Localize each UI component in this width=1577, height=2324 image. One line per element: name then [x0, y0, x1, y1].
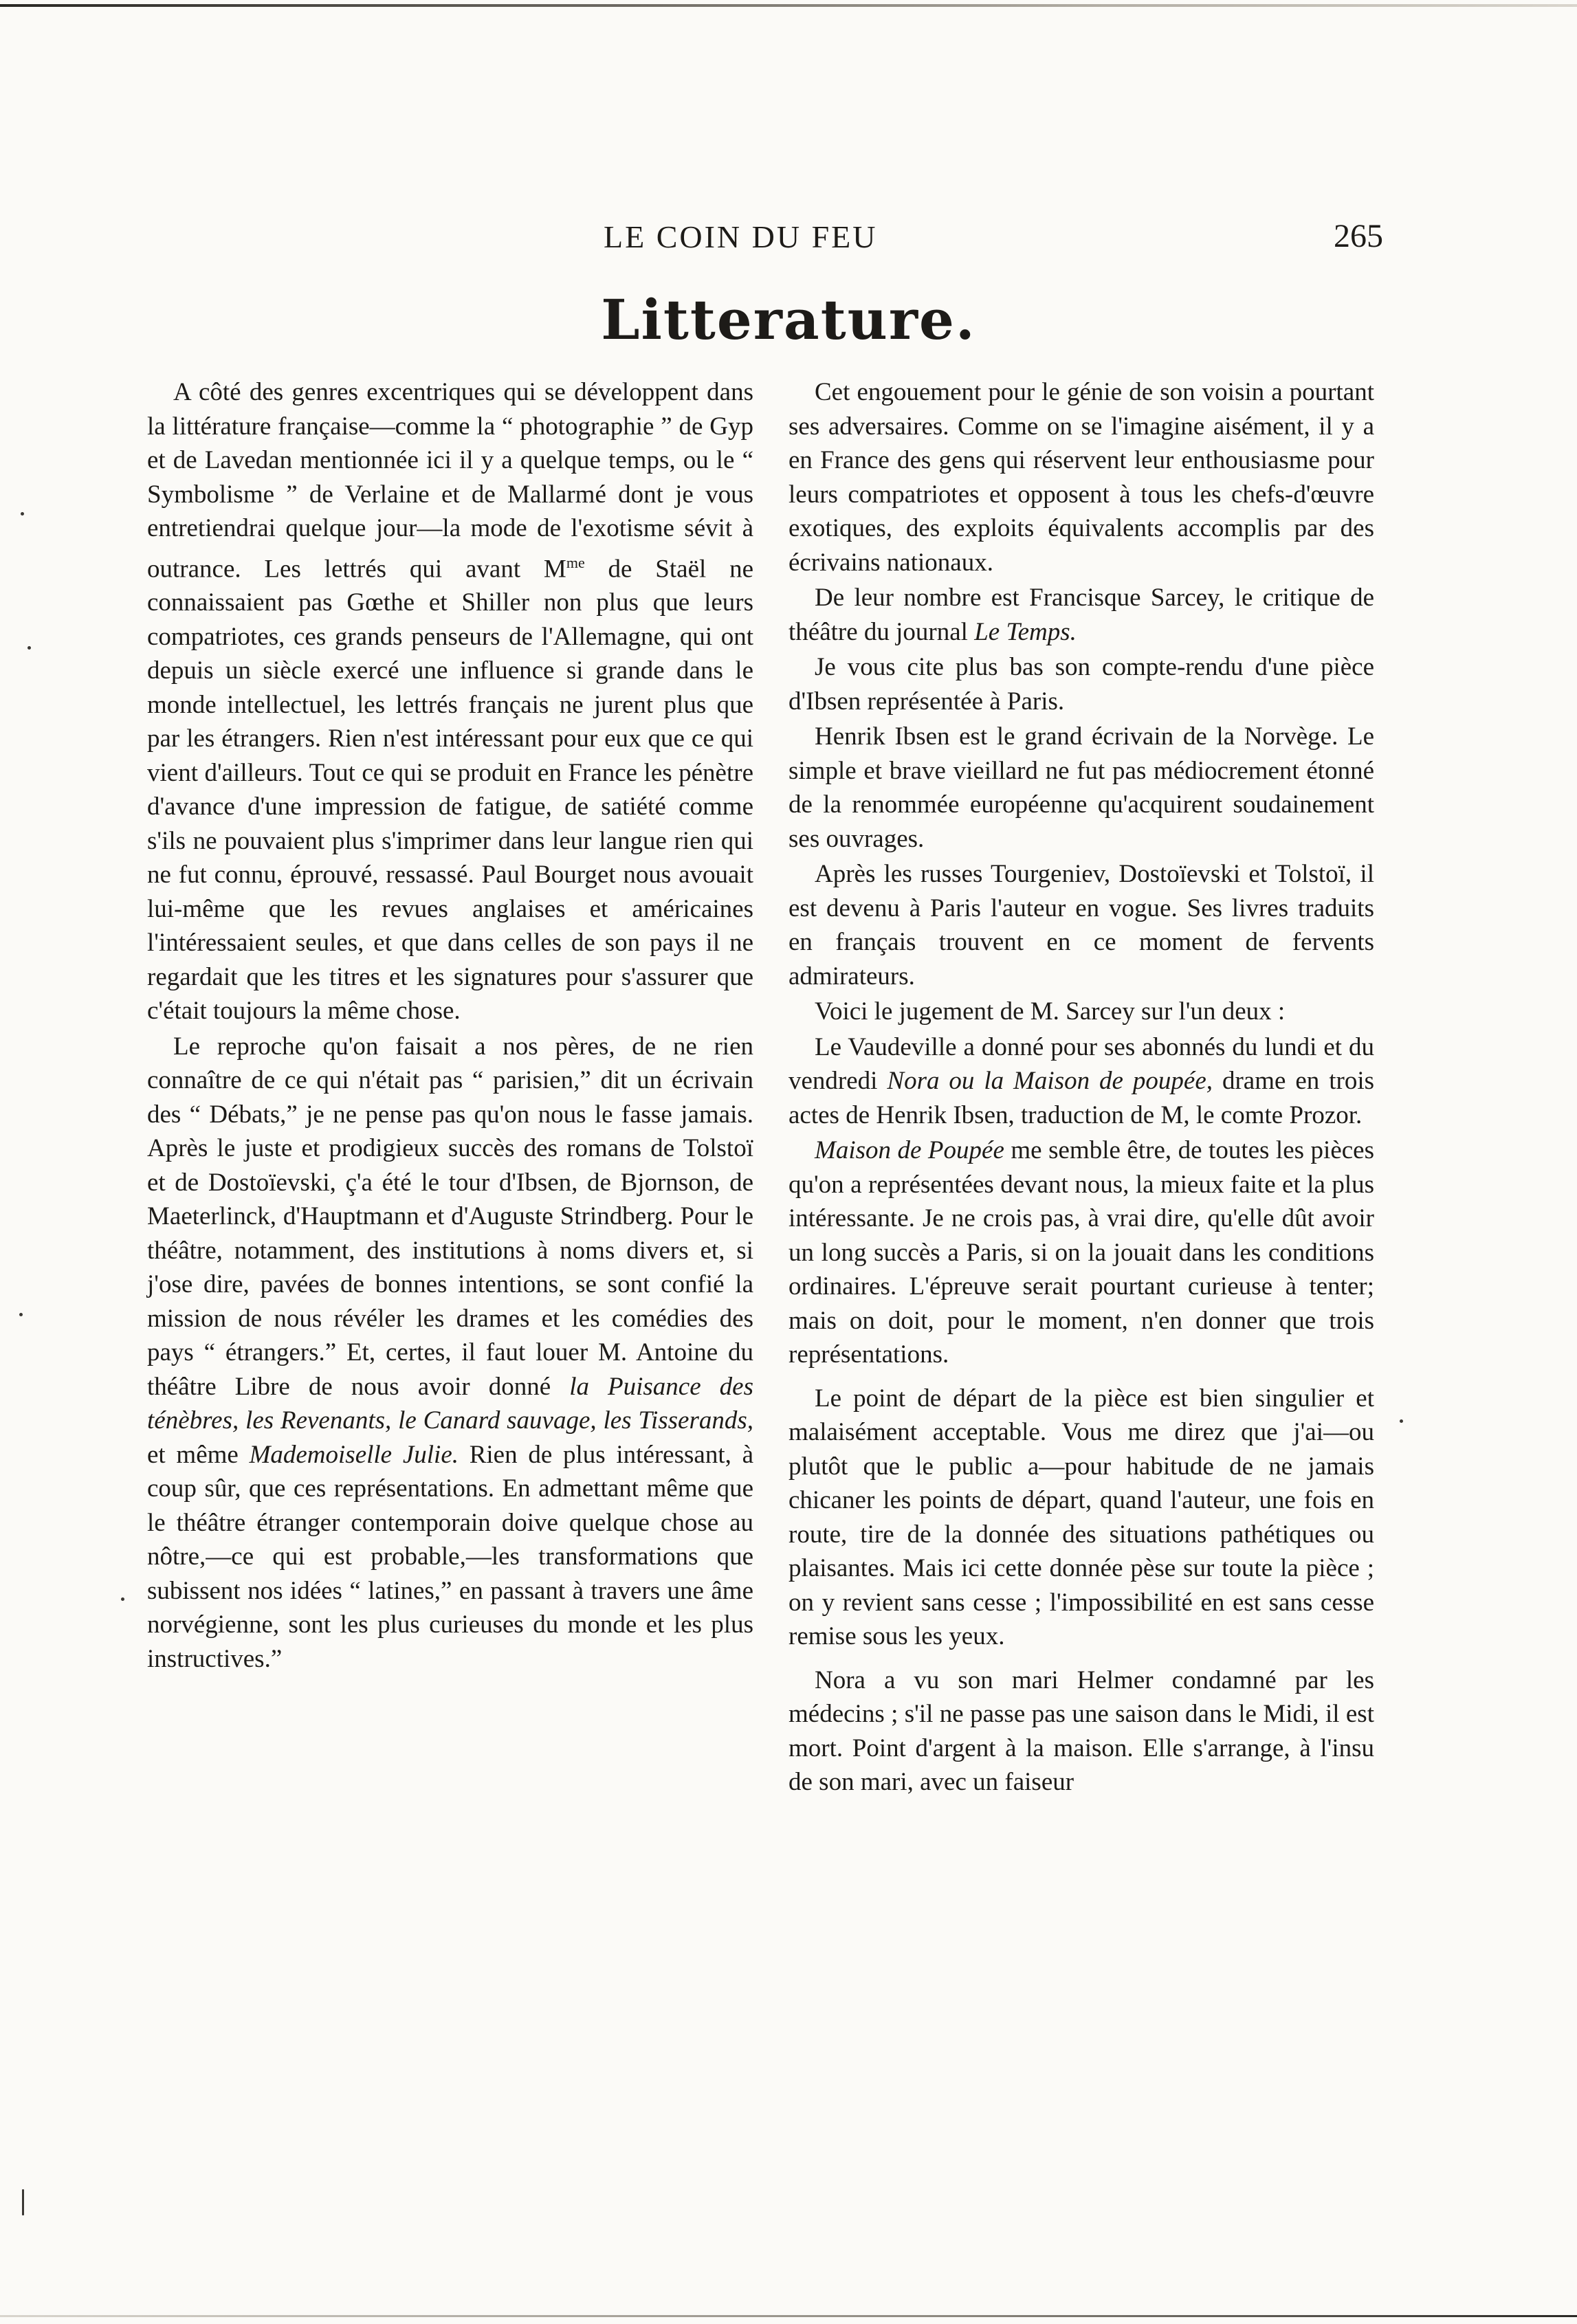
running-head: LE COIN DU FEU [604, 219, 878, 254]
paragraph: Henrik Ibsen est le grand écrivain de la Norvège. Le simple et brave vieillard ne fut pas médiocrement étonné de la renommée européenne qu'acquirent soudainement ses ouvrages. [788, 722, 1374, 853]
text-run: et même [147, 1440, 250, 1469]
italic-titles: la Puisance des ténèbres, les Revenants, le Canard sauvage, les Tisserands, [147, 1372, 753, 1435]
section-title: Litterature. [601, 287, 976, 352]
text-run: De leur nombre est Francisque Sarcey, le critique de théâtre du journal [788, 584, 1374, 646]
paragraph: Je vous cite plus bas son compte-rendu d'une pièce d'Ibsen représentée à Paris. [788, 653, 1374, 716]
text-run: Rien de plus intéressant, à coup sûr, que ces représentations. En admettant même que le théâtre étranger contemporain doive quelque chose au nôtre,—ce qui est probable,—les transformations que subissent nos idées “ latines,” en passant à travers une âme norvégienne, sont les plus curieuses du monde et les plus instructives.” [147, 1440, 754, 1673]
paragraph [788, 1133, 1374, 1372]
paragraph: Après les russes Tourgeniev, Dostoïevski et Tolstoï, il est devenu à Paris l'auteur en vogue. Ses livres traduits en français trouvent en ce moment de fervents admirateurs. [788, 860, 1374, 991]
page-number: 265 [1334, 218, 1383, 254]
text-run: drame en trois actes de Henrik Ibsen, traduction de M, le comte Prozor. [788, 1067, 1375, 1129]
paragraph: Voici le jugement de M. Sarcey sur l'un deux : [815, 997, 1286, 1026]
paragraph: Le point de départ de la pièce est bien singulier et malaisément acceptable. Vous me direz que j'ai—ou plutôt que le public a—pour habitude de ne jamais chicaner les points de départ, quand l'auteur, une fois en route, tire de la donnée des situations pathétiques ou plaisantes. Mais ici cette donnée pèse sur toute la pièce ; on y revient sans cesse ; l'impossibilité en est sans cesse remise sous les yeux. [788, 1384, 1374, 1650]
paragraph [788, 1030, 1374, 1133]
italic-title: Mademoiselle Julie. [249, 1440, 459, 1469]
italic-title: Le Temps. [974, 617, 1077, 646]
superscript: me [566, 553, 585, 571]
left-column [147, 375, 753, 1676]
paragraph [788, 581, 1374, 649]
text-run: Le reproche qu'on faisait a nos pères, de ne rien connaître de ce qui n'était pas “ parisien,” dit un écrivain des “ Débats,” je ne pense pas qu'on nous le fasse jamais. Après le juste et prodigieux succès des romans de Tolstoï et de Dostoïevski, ç'a été le tour d'Ibsen, de Bjornson, de Maeterlinck, d'Hauptmann et d'Auguste Strindberg. Pour le théâtre, notamment, des institutions à noms divers et, si j'ose dire, pavées de bonnes intentions, se sont confié la mission de nous révéler les drames et les comédies des pays “ étrangers.” Et, certes, il faut louer M. Antoine du théâtre Libre de nous avoir donné [147, 1032, 753, 1401]
print-speck [22, 2189, 24, 2215]
text-run: de Staël ne connaissaient pas Gœthe et Shiller non plus que leurs compatriotes, ces grands penseurs de l'Allemagne, qui ont depuis un siècle exercé une influence si grande dans le monde intellectuel, les lettrés français ne jurent plus que par les étrangers. Rien n'est intéressant pour eux que ce qui vient d'ailleurs. Tout ce qui se produit en France les pénètre d'avance d'une impression de fatigue, de satiété comme s'ils ne pouvaient plus s'imprimer dans leur langue rien qui ne fut connu, éprouvé, ressassé. Paul Bourget nous avouait lui-même que les revues anglaises et américaines l'intéressaient seules, et que dans celles de son pays il ne regardait que les titres et les signatures pour s'assurer que c'était toujours la même chose. [147, 554, 754, 1026]
paragraph: Cet engouement pour le génie de son voisin a pourtant ses adversaires. Comme on se l'imagine aisément, il y a en France des gens qui réservent leur enthousiasme pour leurs compatriotes et opposent à tous les chefs-d'œuvre exotiques, des exploits équivalents accomplis par des écrivains nationaux. [788, 378, 1374, 577]
print-speck [27, 646, 31, 650]
paragraph [147, 1030, 753, 1676]
top-rule [0, 4, 1577, 7]
text-run: Le Vaudeville a donné pour ses abonnés du lundi et du vendredi [788, 1032, 1374, 1095]
paragraph [147, 375, 753, 1028]
print-speck [1400, 1419, 1403, 1423]
print-speck [121, 1597, 124, 1601]
right-column [788, 375, 1374, 1800]
print-speck [21, 512, 24, 516]
italic-title: Maison de Poupée [815, 1136, 1004, 1164]
print-speck [19, 1313, 23, 1316]
bottom-rule [0, 2315, 1577, 2317]
italic-title: Nora ou la Maison de poupée, [887, 1067, 1213, 1095]
text-run: A côté des genres excentriques qui se développent dans la littérature française—comme la “ photographie ” de Gyp et de Lavedan mentionnée ici il y a quelque temps, ou le “ Symbolisme ” de Verlaine et de Mallarmé dont je vous entretiendrai quelque jour—la mode de l'exotisme sévit à outrance. Les lettrés qui avant M [147, 378, 753, 583]
paragraph: Nora a vu son mari Helmer condamné par les médecins ; s'il ne passe pas une saison dans le Midi, il est mort. Point d'argent à la maison. Elle s'arrange, à l'insu de son mari, avec un faiseur [788, 1665, 1374, 1796]
text-run: me semble être, de toutes les pièces qu'on a représentées devant nous, la mieux faite et la plus intéressante. Je ne crois pas, à vrai dire, qu'elle dût avoir un long succès a Paris, si on la jouait dans les conditions ordinaires. L'épreuve serait pourtant curieuse à tenter; mais on doit, pour le moment, n'en donner que trois représentations. [788, 1136, 1374, 1369]
